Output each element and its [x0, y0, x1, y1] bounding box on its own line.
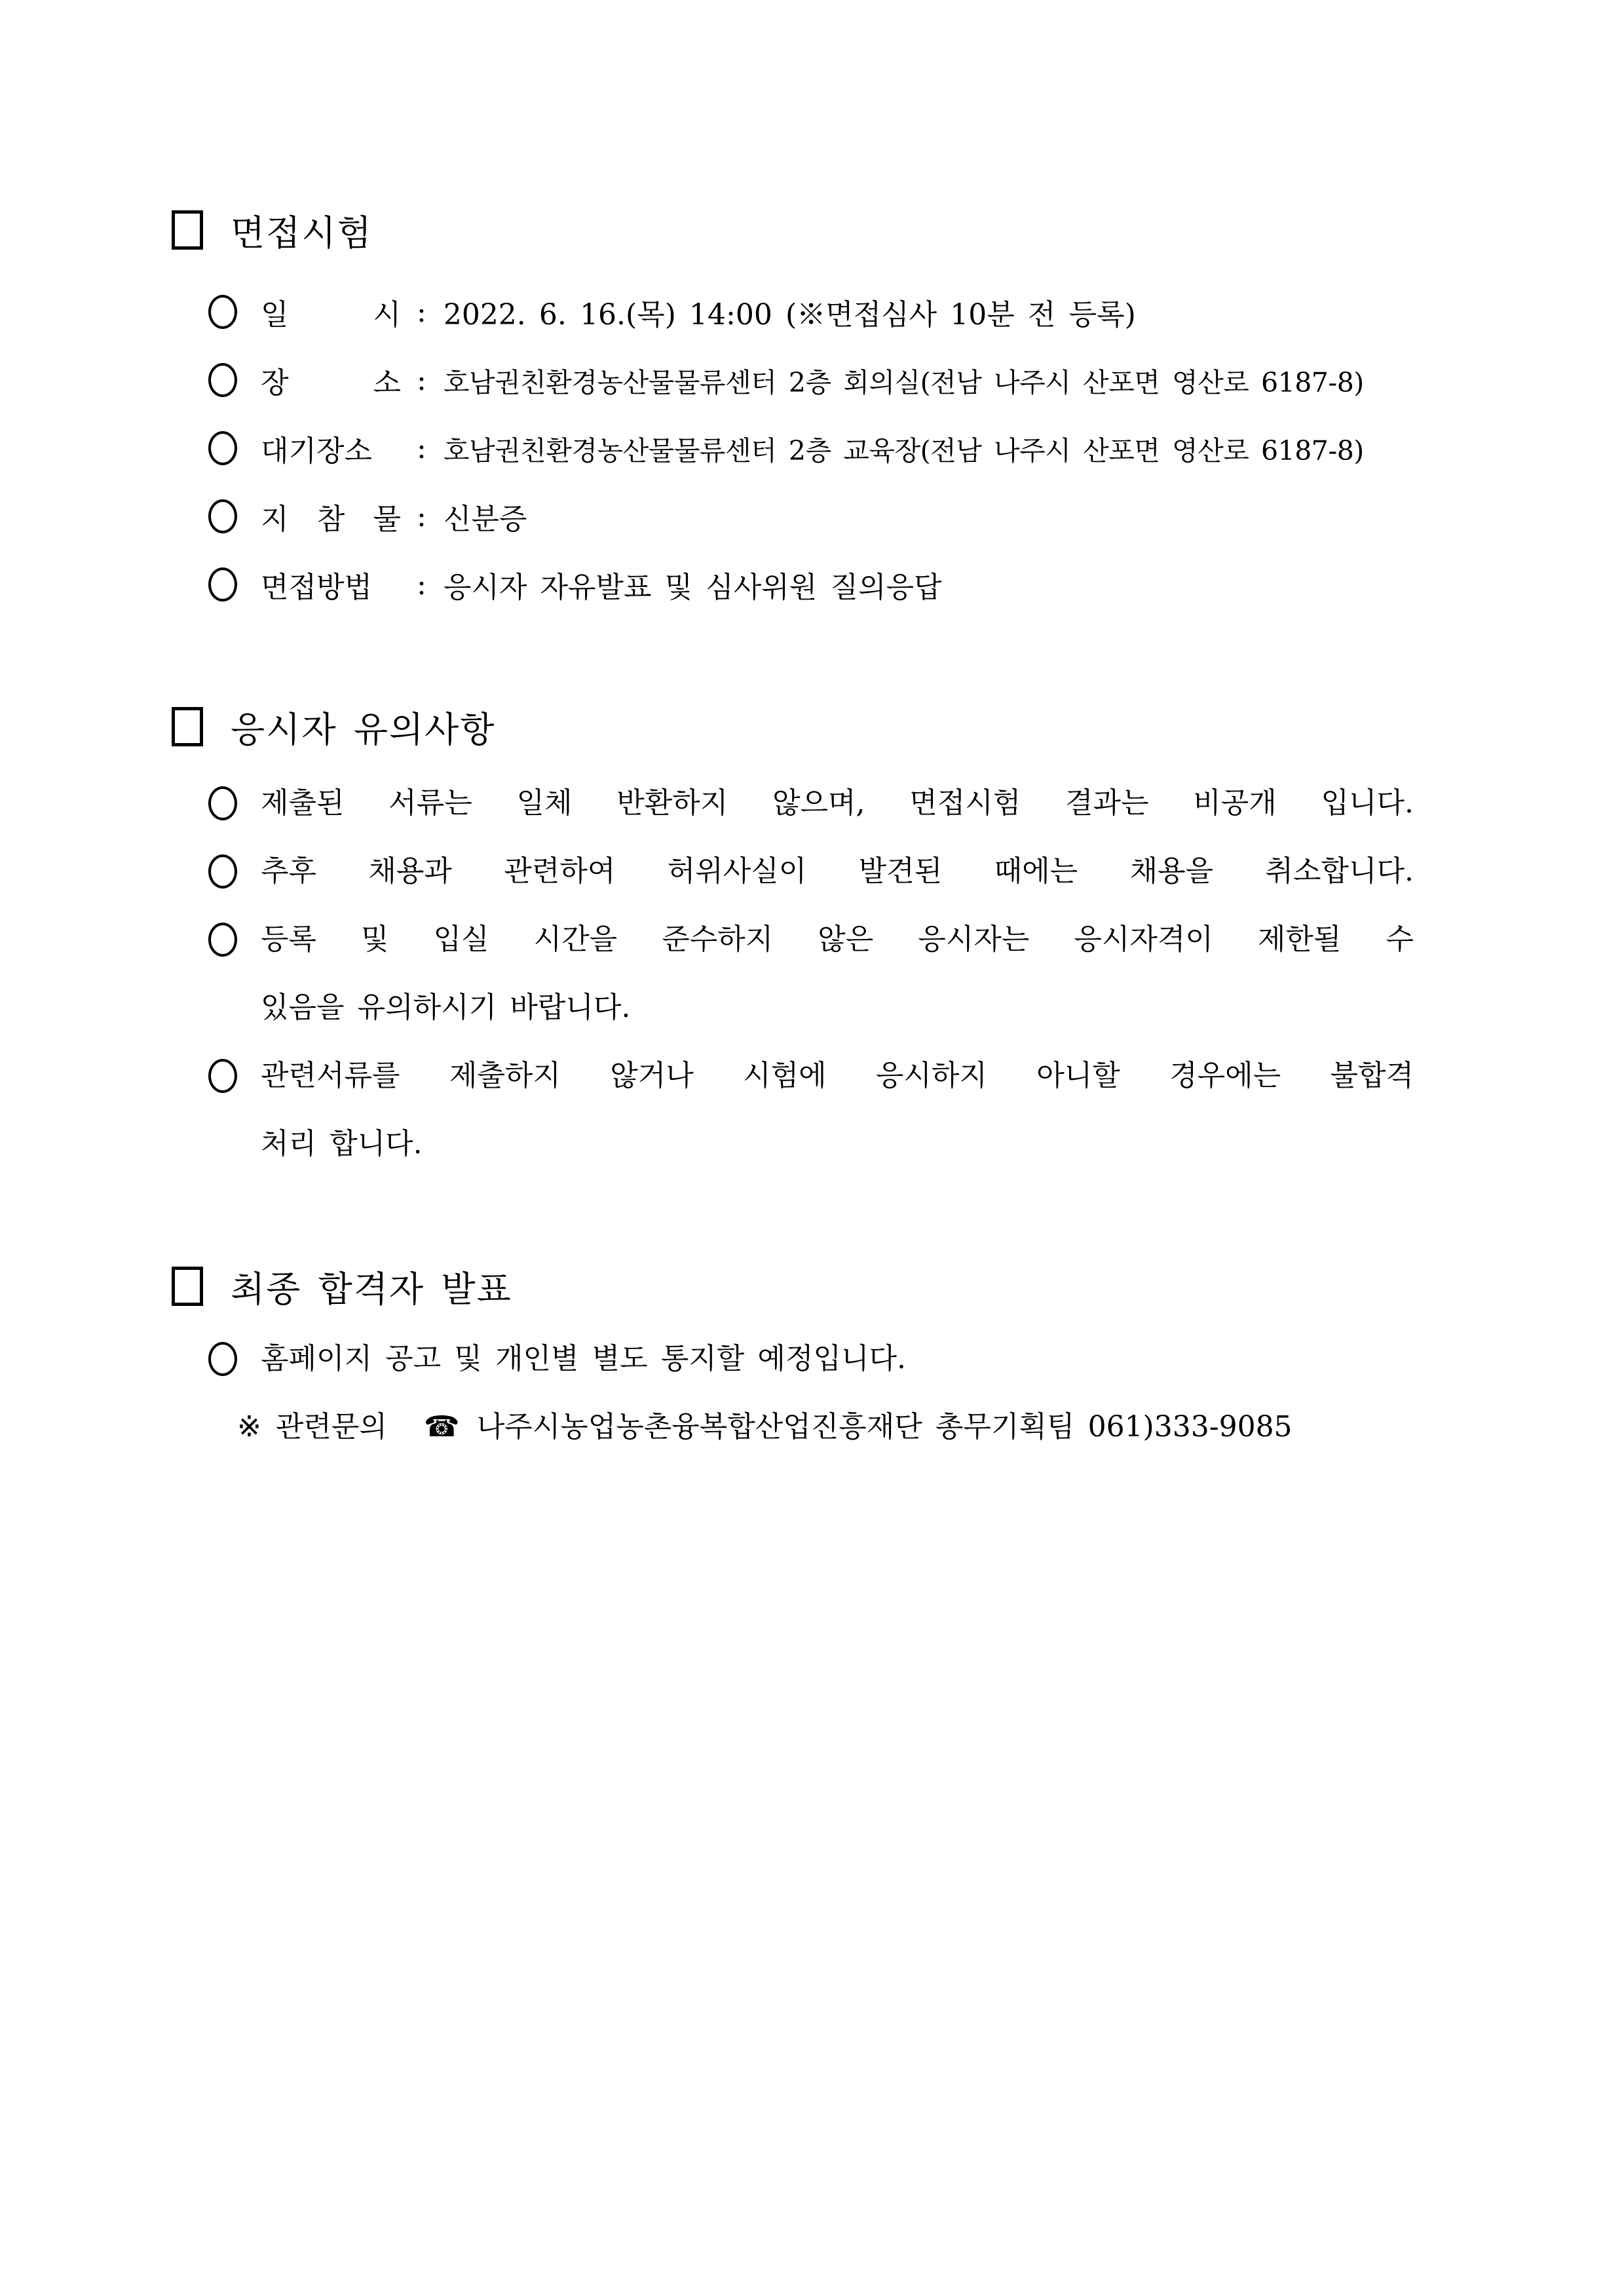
- circle-bullet-icon: [208, 363, 237, 397]
- section-heading-interview-exam: [172, 195, 1624, 265]
- circle-bullet-icon: [208, 499, 237, 533]
- paragraph-line: 홈페이지 공고 및 개인별 별도 통지할 예정입니다.: [261, 1342, 906, 1375]
- notice-paragraph: [208, 906, 1414, 1042]
- label-separator: :: [417, 499, 426, 533]
- square-bullet-icon: [172, 707, 203, 746]
- item-label: 일 시: [261, 298, 401, 332]
- section-title: 최종 합격자 발표: [231, 1268, 512, 1310]
- item-value: 2022. 6. 16.(목) 14:00 (※면접심사 10분 전 등록): [443, 298, 1136, 332]
- section-heading-applicant-notes: [172, 692, 1624, 761]
- paragraph-line: 있음을 유의하시기 바랍니다.: [261, 991, 631, 1024]
- item-label: 지 참 물: [261, 503, 401, 536]
- circle-bullet-icon: [208, 567, 237, 602]
- item-value: 신분증: [443, 503, 527, 536]
- list-item-items-to-bring: [208, 482, 1624, 550]
- circle-bullet-icon: [208, 854, 237, 889]
- notice-paragraph: [208, 837, 1414, 906]
- label-separator: :: [417, 363, 426, 397]
- item-value: 호남권친환경농산물물류센터 2층 회의실(전남 나주시 산포면 영산로 6187-8): [443, 366, 1364, 398]
- notice-paragraph: [208, 1042, 1414, 1178]
- paragraph-line: 등록 및 입실 시간을 준수하지 않은 응시자는 응시자격이 제한될 수: [261, 923, 1414, 956]
- section-title: 면접시험: [231, 212, 373, 254]
- circle-bullet-icon: [208, 786, 237, 820]
- contact-note: [237, 1393, 1624, 1461]
- list-item-place: [208, 346, 1624, 414]
- section-title: 응시자 유의사항: [231, 708, 496, 750]
- interview-detail-list: [0, 278, 1624, 619]
- list-item-interview-method: [208, 550, 1624, 619]
- list-item-waiting-place: [208, 414, 1624, 482]
- paragraph-line: 제출된 서류는 일체 반환하지 않으며, 면접시험 결과는 비공개 입니다.: [261, 786, 1414, 820]
- square-bullet-icon: [172, 1267, 203, 1306]
- item-label: 면접방법: [261, 571, 373, 604]
- section-heading-final-results: [172, 1252, 1624, 1321]
- contact-note-label: 관련문의: [275, 1410, 387, 1444]
- item-label: 장 소: [261, 366, 401, 400]
- circle-bullet-icon: [208, 923, 237, 957]
- applicant-notes-list: [0, 769, 1624, 1178]
- final-results-list: [0, 1325, 1624, 1461]
- square-bullet-icon: [172, 210, 203, 250]
- label-separator: :: [417, 567, 426, 602]
- circle-bullet-icon: [208, 295, 237, 329]
- reference-mark: ※: [237, 1410, 261, 1444]
- circle-bullet-icon: [208, 1059, 237, 1093]
- item-label: 대기장소: [261, 434, 373, 468]
- label-separator: :: [417, 295, 426, 329]
- item-value: 응시자 자유발표 및 심사위원 질의응답: [443, 571, 942, 604]
- circle-bullet-icon: [208, 431, 237, 465]
- paragraph-line: 추후 채용과 관련하여 허위사실이 발견된 때에는 채용을 취소합니다.: [261, 854, 1414, 888]
- notice-paragraph: [208, 1325, 1414, 1393]
- paragraph-line: 처리 합니다.: [261, 1127, 423, 1160]
- label-separator: :: [417, 431, 426, 465]
- list-item-datetime: [208, 278, 1624, 346]
- paragraph-line: 관련서류를 제출하지 않거나 시험에 응시하지 아니할 경우에는 불합격: [261, 1059, 1414, 1092]
- item-value: 호남권친환경농산물물류센터 2층 교육장(전남 나주시 산포면 영산로 6187-8): [443, 434, 1364, 467]
- contact-note-text: 나주시농업농촌융복합산업진흥재단 총무기획팀 061)333-9085: [476, 1410, 1293, 1444]
- notice-paragraph: [208, 769, 1414, 837]
- circle-bullet-icon: [208, 1342, 237, 1376]
- phone-icon: ☎: [423, 1410, 460, 1444]
